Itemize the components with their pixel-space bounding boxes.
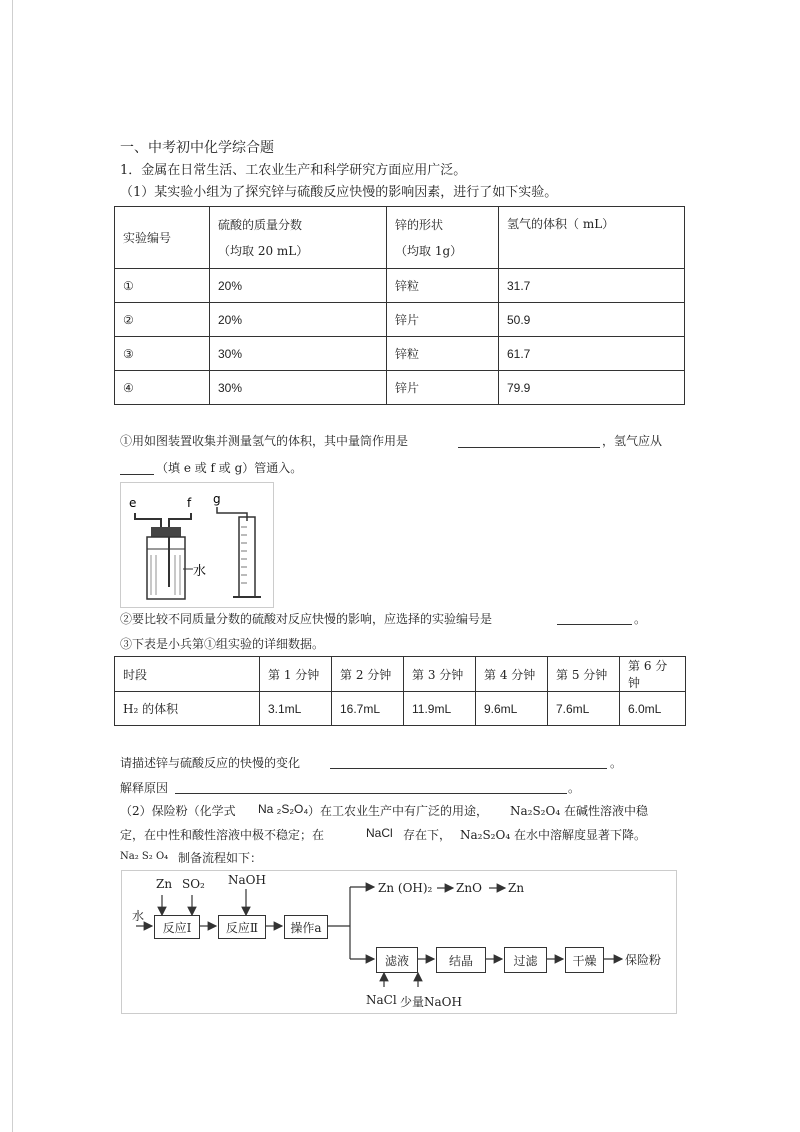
tube-g-label: g — [213, 492, 221, 506]
question-e-text: 解释原因 — [120, 781, 169, 795]
period-1: 第 1 分钟 — [260, 657, 332, 692]
zinc-product: Zn — [508, 881, 525, 895]
part2-text-6: Na₂S₂O₄ 在水中溶解度显著下降。 — [460, 828, 646, 842]
header-zinc-shape: 锌的形状 （均取 1g） — [387, 207, 499, 269]
experiment-table — [114, 206, 685, 405]
period-5: 第 5 分钟 — [548, 657, 620, 692]
input-naoh: NaOH — [228, 873, 266, 887]
part2-text-3: Na₂S₂O₄ 在碱性溶液中稳 — [510, 804, 648, 818]
reactor-1-box: 反应Ⅰ — [154, 915, 200, 939]
question-a-end: ，氢气应从 — [602, 434, 663, 448]
period-3: 第 3 分钟 — [404, 657, 476, 692]
input-so2: SO₂ — [182, 877, 205, 891]
header-acid-concentration: 硫酸的质量分数 （均取 20 mL） — [210, 207, 387, 269]
crystallize-box: 结晶 — [436, 947, 486, 973]
answer-blank-b[interactable] — [557, 624, 632, 625]
period-label: 时段 — [115, 657, 260, 692]
question-1-part-1: （1）某实验小组为了探究锌与硫酸反应快慢的影响因素，进行了如下实验。 — [120, 185, 558, 200]
period-6: 第 6 分钟 — [620, 657, 686, 692]
timing-table — [114, 656, 686, 726]
question-d-end: 。 — [610, 756, 623, 770]
answer-blank-d[interactable] — [330, 768, 607, 769]
input-zn: Zn — [156, 877, 173, 891]
apparatus-figure — [121, 483, 273, 607]
input-nacl: NaCl — [366, 993, 397, 1007]
row-label: H₂ 的体积 — [115, 692, 260, 726]
table-row: ③ 30% 锌粒 61.7 — [115, 337, 685, 371]
question-b-text: ②要比较不同质量分数的硫酸对反应快慢的影响，应选择的实验编号是 — [120, 612, 493, 626]
part2-formula: Na ₂S₂O₄ — [258, 802, 309, 816]
product-label: 保险粉 — [625, 953, 662, 967]
part2-text-5: 存在下， — [403, 828, 452, 842]
header-hydrogen-volume: 氢气的体积（ mL） — [499, 207, 685, 269]
period-2: 第 2 分钟 — [332, 657, 404, 692]
zinc-oxide: ZnO — [456, 881, 482, 895]
tube-f-label: f — [187, 496, 192, 510]
part2-text-4: 定，在中性和酸性溶液中极不稳定；在 — [120, 828, 325, 842]
apparatus-diagram — [120, 482, 274, 608]
period-4: 第 4 分钟 — [476, 657, 548, 692]
part2-text-1: （2）保险粉（化学式 — [120, 804, 236, 818]
question-a-line2: （填 e 或 f 或 g）管通入。 — [156, 461, 303, 475]
page-edge — [12, 0, 13, 1132]
section-title: 一、中考初中化学综合题 — [120, 140, 274, 156]
table-row: ② 20% 锌片 50.9 — [115, 303, 685, 337]
filtrate-box: 滤液 — [376, 947, 418, 973]
table-row: H₂ 的体积 3.1mL 16.7mL 11.9mL 9.6mL 7.6mL 6.0mL — [115, 692, 686, 726]
answer-blank-a2[interactable] — [120, 474, 154, 475]
part2-nacl: NaCl — [366, 826, 393, 840]
part2-text-7: 制备流程如下： — [178, 851, 263, 865]
question-1-intro: 1．金属在日常生活、工农业生产和科学研究方面应用广泛。 — [120, 163, 467, 178]
dry-box: 干燥 — [565, 947, 604, 973]
input-naoh-small: 少量NaOH — [400, 995, 462, 1009]
question-c-text: ③下表是小兵第①组实验的详细数据。 — [120, 637, 325, 651]
question-e-end: 。 — [568, 781, 581, 795]
answer-blank-e[interactable] — [175, 793, 567, 794]
part2-text-2: ）在工农业生产中有广泛的用途， — [308, 804, 489, 818]
question-a-text: ①用如图装置收集并测量氢气的体积，其中量筒作用是 — [120, 434, 409, 448]
answer-blank-a1[interactable] — [458, 447, 600, 448]
input-water: 水 — [132, 909, 145, 923]
header-experiment-id: 实验编号 — [115, 207, 210, 269]
question-b-end: 。 — [634, 612, 647, 626]
table-row: ① 20% 锌粒 31.7 — [115, 269, 685, 303]
operation-a-box: 操作a — [284, 915, 328, 939]
process-flow-diagram — [121, 870, 677, 1014]
table-row: ④ 30% 锌片 79.9 — [115, 371, 685, 405]
tube-e-label: e — [129, 496, 137, 510]
question-d-text: 请描述锌与硫酸反应的快慢的变化 — [120, 756, 301, 770]
reactor-2-box: 反应Ⅱ — [218, 915, 266, 939]
zn-hydroxide: Zn (OH)₂ — [378, 881, 433, 895]
water-label: 水 — [193, 564, 207, 579]
filter-box: 过滤 — [504, 947, 547, 973]
part2-formula-2: Na₂ S₂ O₄ — [120, 851, 169, 862]
